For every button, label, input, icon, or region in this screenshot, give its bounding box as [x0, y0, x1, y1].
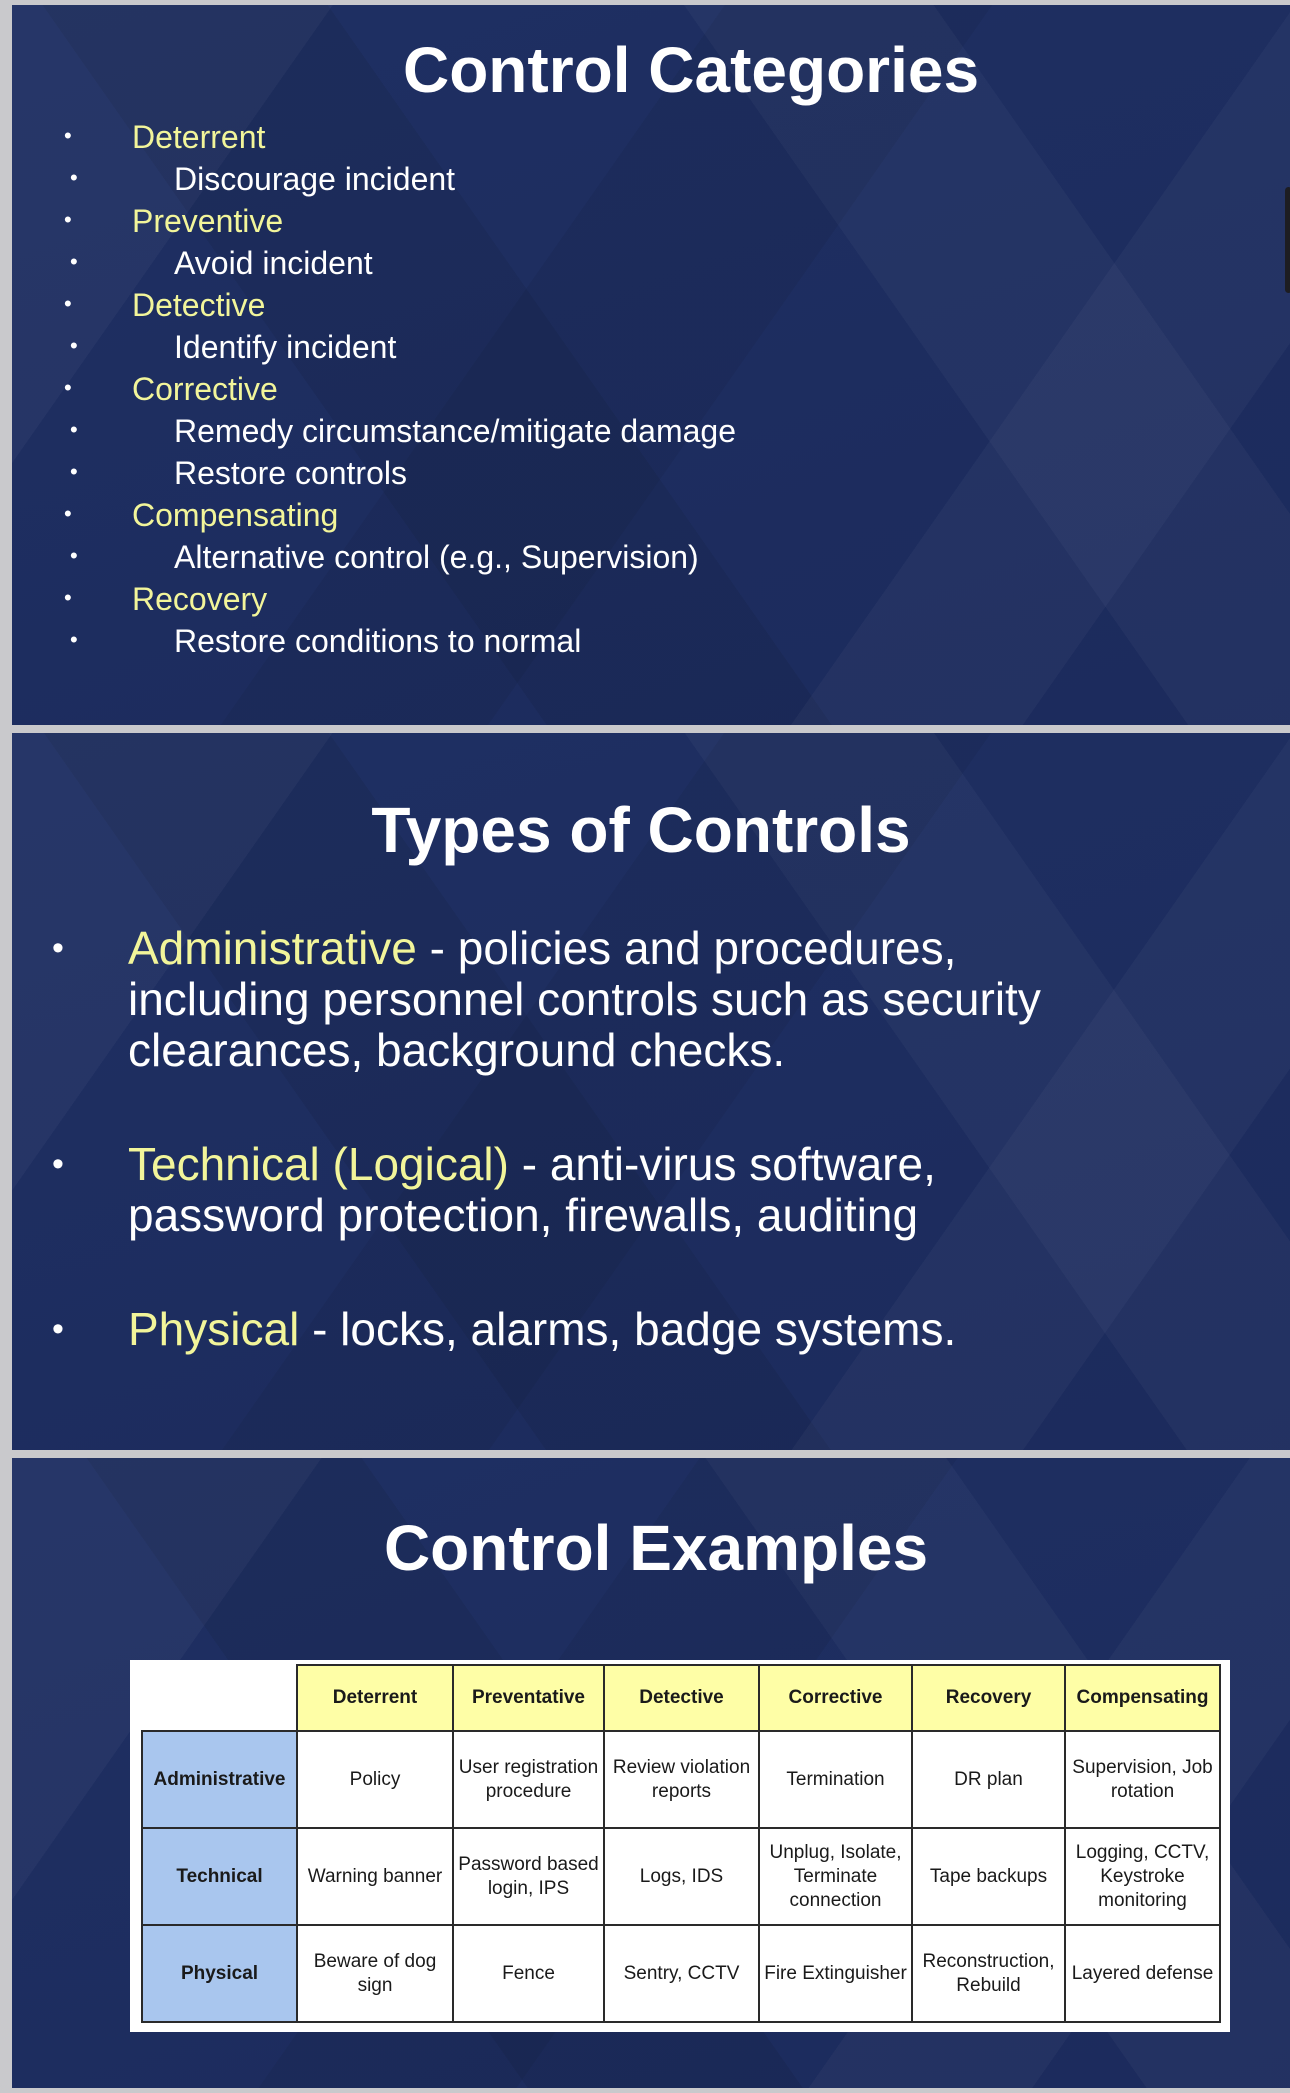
column-header: Corrective	[759, 1665, 912, 1731]
table-corner	[142, 1665, 297, 1731]
list-item	[12, 453, 1112, 495]
column-header: Detective	[604, 1665, 759, 1731]
category-description: Remedy circumstance/mitigate damage	[174, 413, 737, 449]
type-description: - anti-virus software, password protection, firewalls, auditing	[128, 1138, 936, 1241]
category-list	[12, 117, 1112, 663]
list-item	[12, 411, 1112, 453]
table-cell: Reconstruction, Rebuild	[912, 1925, 1065, 2022]
table-cell: DR plan	[912, 1731, 1065, 1828]
category-description: Discourage incident	[174, 161, 456, 197]
bullet-icon: •	[70, 165, 78, 190]
table-cell: Beware of dog sign	[297, 1925, 453, 2022]
list-item	[12, 369, 1112, 411]
category-label: Corrective	[132, 371, 278, 407]
table-cell: Fire Extinguisher	[759, 1925, 912, 2022]
slide-control-categories	[12, 5, 1290, 725]
examples-table-container	[130, 1660, 1230, 2032]
table-cell: Layered defense	[1065, 1925, 1220, 2022]
column-header: Deterrent	[297, 1665, 453, 1731]
bullet-icon: •	[64, 123, 72, 148]
table-cell: Logging, CCTV, Keystroke monitoring	[1065, 1828, 1220, 1925]
bullet-icon: •	[64, 375, 72, 400]
list-item	[12, 159, 1112, 201]
bullet-icon: •	[64, 501, 72, 526]
row-header: Administrative	[142, 1731, 297, 1828]
scrollbar-thumb[interactable]	[1285, 187, 1290, 293]
category-description: Avoid incident	[174, 245, 373, 281]
slide-types-of-controls	[12, 733, 1290, 1450]
category-description: Restore conditions to normal	[174, 623, 582, 659]
table-cell: Logs, IDS	[604, 1828, 759, 1925]
bullet-icon: •	[70, 417, 78, 442]
slide-title: Control Categories	[402, 34, 980, 106]
category-label: Compensating	[132, 497, 339, 533]
list-item-text	[128, 1304, 1138, 1355]
list-item	[12, 495, 1112, 537]
table-row	[142, 1828, 1220, 1925]
list-item	[12, 327, 1112, 369]
type-description: - locks, alarms, badge systems.	[299, 1303, 957, 1355]
row-header: Physical	[142, 1925, 297, 2022]
category-label: Detective	[132, 287, 266, 323]
table-row	[142, 1925, 1220, 2022]
category-description: Alternative control (e.g., Supervision)	[174, 539, 699, 575]
bullet-icon: •	[70, 249, 78, 274]
bullet-icon: •	[70, 543, 78, 568]
table-cell: Fence	[453, 1925, 604, 2022]
type-name: Physical	[128, 1303, 300, 1355]
table-cell: Tape backups	[912, 1828, 1065, 1925]
table-cell: Warning banner	[297, 1828, 453, 1925]
column-header: Compensating	[1065, 1665, 1220, 1731]
table-cell: Sentry, CCTV	[604, 1925, 759, 2022]
type-description: - policies and procedures, including personnel controls such as security clearances, background checks.	[128, 922, 1041, 1076]
row-header: Technical	[142, 1828, 297, 1925]
slide-title: Types of Controls	[371, 794, 911, 866]
list-item	[12, 579, 1112, 621]
slide-control-examples	[12, 1458, 1290, 2088]
bullet-icon: •	[52, 929, 64, 967]
list-item-text	[128, 1139, 1138, 1241]
slide-title: Control Examples	[383, 1512, 929, 1584]
category-description: Restore controls	[174, 455, 407, 491]
list-item	[12, 201, 1112, 243]
category-description: Identify incident	[174, 329, 397, 365]
bullet-icon: •	[52, 1145, 64, 1183]
list-item	[12, 243, 1112, 285]
bullet-icon: •	[64, 291, 72, 316]
list-item	[12, 285, 1112, 327]
bullet-icon: •	[64, 207, 72, 232]
bullet-icon: •	[64, 585, 72, 610]
type-name: Technical (Logical)	[128, 1138, 509, 1190]
table-cell: Termination	[759, 1731, 912, 1828]
column-header: Recovery	[912, 1665, 1065, 1731]
list-item	[12, 117, 1112, 159]
table-cell: Supervision, Job rotation	[1065, 1731, 1220, 1828]
bullet-icon: •	[70, 627, 78, 652]
bullet-icon: •	[70, 333, 78, 358]
column-header: Preventative	[453, 1665, 604, 1731]
list-item-text	[128, 923, 1138, 1076]
category-label: Preventive	[132, 203, 284, 239]
category-label: Recovery	[132, 581, 268, 617]
table-cell: Review violation reports	[604, 1731, 759, 1828]
table-row	[142, 1731, 1220, 1828]
type-name: Administrative	[128, 922, 417, 974]
table-cell: User registration procedure	[453, 1731, 604, 1828]
list-item	[12, 537, 1112, 579]
table-cell: Password based login, IPS	[453, 1828, 604, 1925]
control-examples-table	[141, 1664, 1221, 2023]
bullet-icon: •	[70, 459, 78, 484]
table-cell: Unplug, Isolate, Terminate connection	[759, 1828, 912, 1925]
list-item	[12, 621, 1112, 663]
bullet-icon: •	[52, 1310, 64, 1348]
category-label: Deterrent	[132, 119, 266, 155]
table-cell: Policy	[297, 1731, 453, 1828]
